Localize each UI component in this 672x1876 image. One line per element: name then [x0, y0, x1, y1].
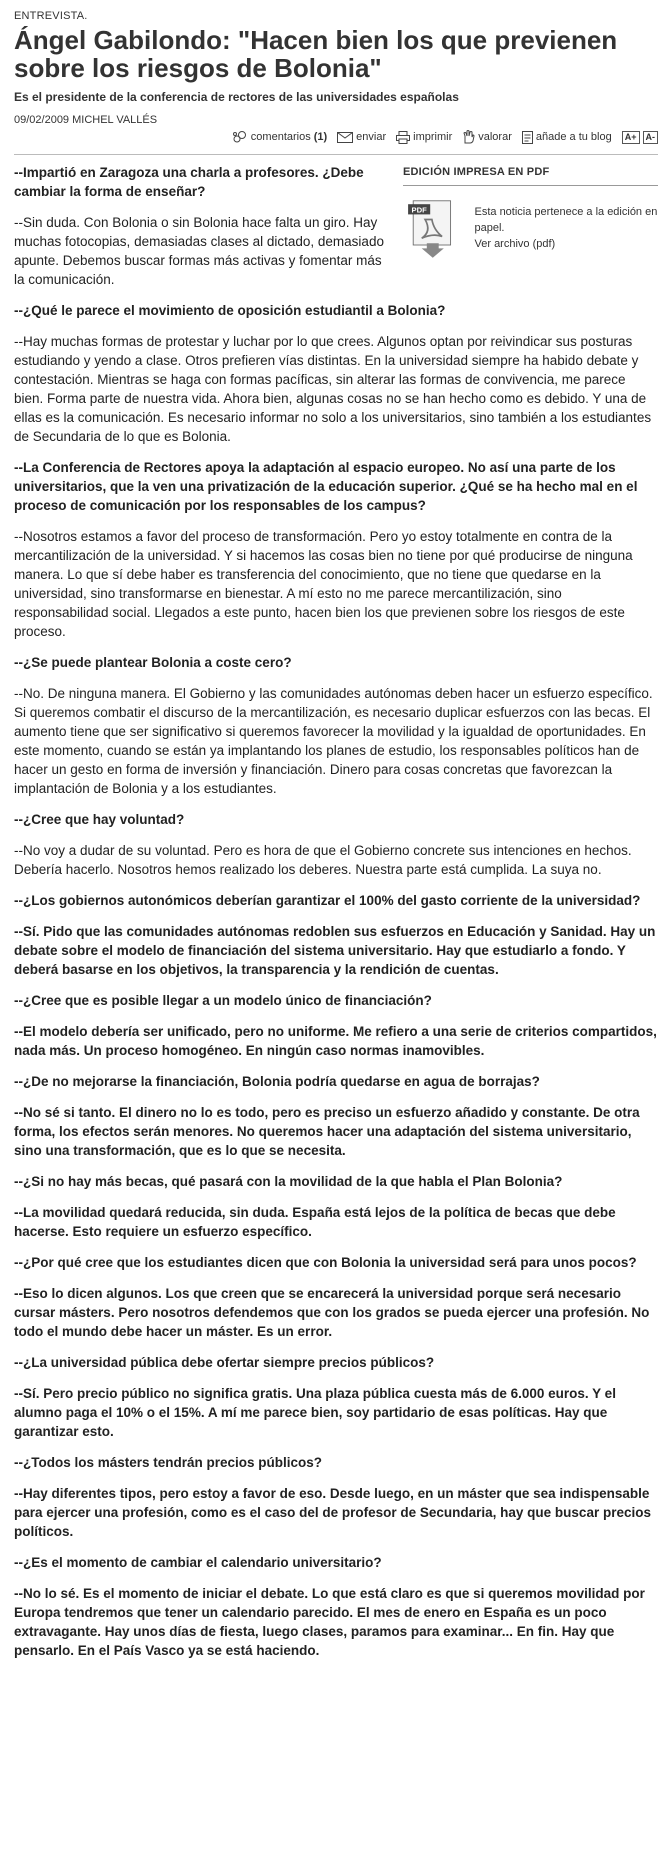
print-link[interactable] — [396, 131, 452, 144]
rate-link[interactable] — [462, 130, 512, 144]
meta-row — [14, 114, 658, 148]
interview-question: --Impartió en Zaragoza una charla a profesores. ¿Debe cambiar la forma de enseñar? — [14, 165, 364, 199]
comments-label: comentarios — [250, 131, 311, 143]
interview-answer: --Sin duda. Con Bolonia o sin Bolonia hace falta un giro. Hay muchas fotocopias, demasiadas clases al dictado, demasiado apunte. Debemos buscar formas más activas y fomentar más la comunicación. — [14, 215, 384, 287]
interview-question: --¿La universidad pública debe ofertar siempre precios públicos? — [14, 1355, 435, 1370]
font-size-controls — [622, 131, 658, 144]
printer-icon — [396, 131, 410, 144]
rate-label: valorar — [478, 131, 512, 143]
interview-answer: --Sí. Pero precio público no significa gratis. Una plaza pública cuesta más de 6.000 euros. Y el alumno paga el 10% o el 15%. A mí me parece bien, soy partidario de esas políticas. Hay que garantizar esto. — [14, 1386, 616, 1439]
pdf-note: Esta noticia pertenece a la edición en papel. — [474, 206, 658, 234]
pdf-box-title: EDICIÓN IMPRESA EN PDF — [403, 163, 658, 186]
interview-question: --¿Qué le parece el movimiento de oposición estudiantil a Bolonia? — [14, 303, 446, 318]
send-link[interactable] — [337, 131, 386, 143]
interview-answer: --Sí. Pido que las comunidades autónomas redoblen sus esfuerzos en Educación y Sanidad. Hay un debate sobre el modelo de financiación del sistema universitario. Hay que estudiarlo a fondo. Y deberá basarse en los objetivos, la transparencia y la rendición de cuentas. — [14, 924, 656, 977]
pdf-edition-box — [403, 163, 658, 264]
interview-answer: --Hay diferentes tipos, pero estoy a favor de eso. Desde luego, en un máster que sea indispensable para ejercer una profesión, como es el caso del de profesor de Secundaria, hay que buscar precios políticos. — [14, 1486, 651, 1539]
pdf-link[interactable]: Ver archivo (pdf) — [474, 238, 556, 250]
interview-question: --¿Los gobiernos autonómicos deberían garantizar el 100% del gasto corriente de la universidad? — [14, 893, 641, 908]
comments-count: (1) — [313, 131, 328, 143]
pdf-document-icon[interactable] — [403, 192, 463, 264]
divider — [14, 154, 658, 155]
blog-icon — [522, 131, 533, 144]
pdf-box-body — [403, 192, 658, 264]
blog-label: añade a tu blog — [535, 131, 612, 143]
blog-link[interactable] — [522, 131, 612, 144]
article-headline: Ángel Gabilondo: "Hacen bien los que previenen sobre los riesgos de Bolonia" — [14, 25, 618, 83]
interview-answer: --La movilidad quedará reducida, sin duda. España está lejos de la política de becas que debe hacerse. Esto requiere un esfuerzo específico. — [14, 1205, 616, 1239]
comments-link[interactable] — [232, 130, 327, 144]
font-increase-button[interactable]: A+ — [622, 131, 640, 144]
interview-answer: --No sé si tanto. El dinero no lo es todo, pero es preciso un esfuerzo añadido y constante. De otra forma, los efectos serán menores. No queremos hacer una adaptación del sistema universitario, sino una transformación, que es lo que se necesita. — [14, 1105, 640, 1158]
interview-answer: --No. De ninguna manera. El Gobierno y las comunidades autónomas deben hacer un esfuerzo específico. Si queremos combatir el discurso de la mercantilización, es necesario duplicar esfuerzos con las becas. El aumento tiene que ser significativo si queremos favorecer la movilidad y la igualdad de oportunidades. En este momento, cuando se están ya implantando los planes de estudio, los responsables políticos han de hacer un gesto en forma de inversión y financiación. Dinero para cosas concretas que favorezcan la implantación de Bolonia y a los estudiantes. — [14, 686, 653, 796]
qa-list — [14, 163, 658, 1660]
article-toolbar — [232, 130, 658, 144]
font-decrease-button[interactable]: A- — [643, 131, 659, 144]
byline: 09/02/2009 MICHEL VALLÉS — [14, 114, 158, 126]
interview-answer: --Hay muchas formas de protestar y luchar por lo que crees. Algunos optan por reivindicar sus posturas estudiando y yendo a clase. Otros prefieren vías distintas. En la universidad siempre ha habido debate y contestación. Mientras se haga con formas pacíficas, sin alterar las formas de convivencia, me parece bien. Forma parte de nuestra vida. Ahora bien, algunas cosas no se han hecho como es debido. Y una de ellas es la comunicación. Es necesario informar no solo a los universitarios, sino también a los estudiantes de Secundaria de lo que es Bolonia. — [14, 334, 652, 444]
interview-question: --¿Cree que hay voluntad? — [14, 812, 185, 827]
send-label: enviar — [356, 131, 387, 143]
interview-answer: --Nosotros estamos a favor del proceso de transformación. Pero yo estoy totalmente en contra de la mercantilización de la universidad. Y si hacemos las cosas bien no tiene por qué producirse de ninguna manera. Lo que sí debe haber es transferencia del conocimiento, que no tiene que quedarse en la universidad, sino transformarse en bienestar. A mí esto no me parece mercantilización, sino responsabilidad social. Llegados a este punto, hacen bien los que previenen sobre los riesgos de este proceso. — [14, 529, 633, 639]
pdf-box-text — [475, 192, 659, 264]
hand-icon — [462, 130, 475, 144]
interview-question: --¿Si no hay más becas, qué pasará con la movilidad de la que habla el Plan Bolonia? — [14, 1174, 563, 1189]
interview-question: --¿Cree que es posible llegar a un modelo único de financiación? — [14, 993, 432, 1008]
interview-question: --¿Es el momento de cambiar el calendario universitario? — [14, 1555, 382, 1570]
comments-icon — [232, 130, 248, 144]
interview-answer: --No voy a dudar de su voluntad. Pero es hora de que el Gobierno concrete sus intenciones en hechos. Debería hacerlo. Nosotros hemos realizado los deberes. Nuestra parte está cumplida. La suya no. — [14, 843, 632, 877]
article-subtitle: Es el presidente de la conferencia de rectores de las universidades españolas — [14, 90, 459, 104]
interview-question: --¿Por qué cree que los estudiantes dicen que con Bolonia la universidad será para unos pocos? — [14, 1255, 637, 1270]
pdf-icon-text: PDF — [411, 205, 427, 215]
interview-question: --¿De no mejorarse la financiación, Bolonia podría quedarse en agua de borrajas? — [14, 1074, 540, 1089]
interview-question: --¿Se puede plantear Bolonia a coste cero? — [14, 655, 292, 670]
print-label: imprimir — [413, 131, 453, 143]
interview-question: --¿Todos los másters tendrán precios públicos? — [14, 1455, 323, 1470]
interview-answer: --No lo sé. Es el momento de iniciar el debate. Lo que está claro es que si queremos movilidad por Europa tendremos que tener un calendario parecido. El mes de enero en España es un poco extravagante. Hay unos días de fiesta, luego clases, paramos para examinar... En fin. Hay que pensarlo. En el País Vasco ya se está haciendo. — [14, 1586, 645, 1658]
interview-answer: --Eso lo dicen algunos. Los que creen que se encarecerá la universidad porque será necesario cursar másters. Pero nosotros defendemos que con los grados se pueda ejercer una profesión. No todo el mundo debe hacer un máster. Es un error. — [14, 1286, 650, 1339]
article-body — [14, 163, 658, 1660]
interview-answer: --El modelo debería ser unificado, pero no uniforme. Me refiero a una serie de criterios compartidos, nada más. Un proceso homogéneo. En ningún caso normas inamovibles. — [14, 1024, 657, 1058]
interview-question: --La Conferencia de Rectores apoya la adaptación al espacio europeo. No así una parte de los universitarios, que la ven una privatización de la educación superior. ¿Qué se ha hecho mal en el proceso de comunicación por los responsables de los campus? — [14, 460, 638, 513]
envelope-icon — [337, 132, 353, 143]
section-label: ENTREVISTA. — [14, 10, 88, 22]
